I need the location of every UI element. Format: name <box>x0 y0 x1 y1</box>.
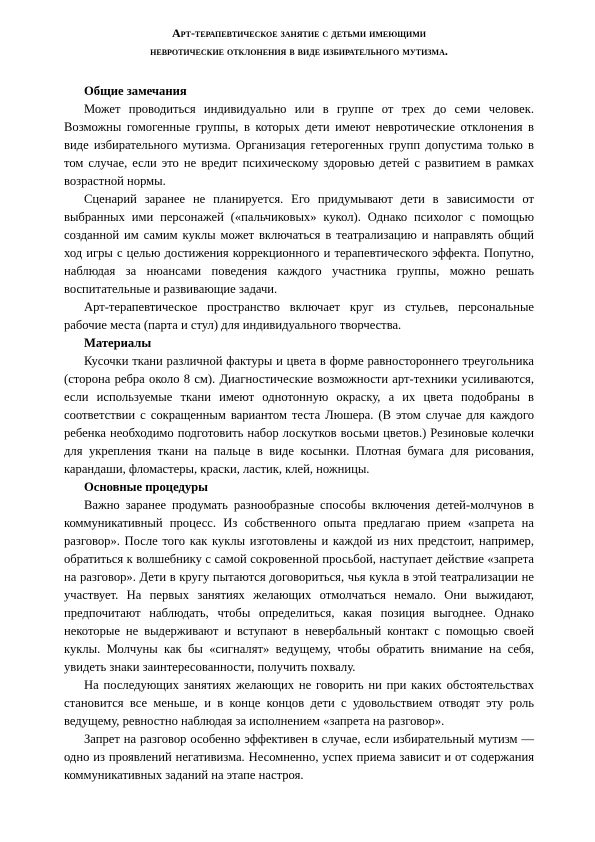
paragraph: Арт-терапевтическое пространство включает круг из стульев, персональные рабочие места (парта и стул) для индивидуального творчества. <box>64 300 534 332</box>
paragraph: Может проводиться индивидуально или в группе от трех до семи человек. Возможны гомогенные группы, в которых дети имеют невротические отклонения в виде избирательного мутизма. Организация гетерогенных групп допустима только в том случае, если это не вредит психическому здоровью детей с развитием в рамках возрастной нормы. <box>64 102 534 188</box>
paragraph: Сценарий заранее не планируется. Его придумывают дети в зависимости от выбранных ими персонажей («пальчиковых» кукол). Однако психолог с помощью созданной им самим куклы может включаться в театрализацию и направлять общий ход игры с целью достижения коррекционного и терапевтического эффекта. Попутно, наблюдая за нюансами поведения каждого участника группы, можно решать воспитательные и развивающие задачи. <box>64 192 534 296</box>
section-materials <box>64 334 534 478</box>
section-general-remarks <box>64 82 534 334</box>
paragraph: На последующих занятиях желающих не говорить ни при каких обстоятельствах становится все меньше, и в конце концов дети с удовольствием отводят эту роль ведущему, ревностно наблюдая за исполнением «запрета на разговор». <box>64 678 534 728</box>
paragraph: Кусочки ткани различной фактуры и цвета в форме равностороннего треугольника (сторона ребра около 8 см). Диагностические возможности арт-техники усиливаются, если используемые ткани имеют однотонную окраску, а их цвета подобраны в соответствии с сокращенным вариантом теста Люшера. (В этом случае для каждого ребенка необходимо подготовить набор лоскутков восьми цветов.) Резиновые колечки для укрепления ткани на пальце в виде косынки. Плотная бумага для рисования, карандаши, фломастеры, краски, ластик, клей, ножницы. <box>64 354 534 476</box>
title-line-1: Арт-терапевтическое занятие с детьми имеющими <box>171 26 427 40</box>
paragraph: Важно заранее продумать разнообразные способы включения детей-молчунов в коммуникативный процесс. Из собственного опыта предлагаю прием «запрета на разговор». После того как куклы изготовлены и каждой из них предстоит, например, обратиться к волшебнику с самой сокровенной просьбой, наступает действие «запрета на разговор». Дети в кругу пытаются договориться, чья кукла в этой театрализации не участвует. На первых занятиях желающих отмолчаться немало. Они выжидают, предпочитают наблюдать, чтобы определиться, какая позиция выгоднее. Однако некоторые не выдерживают и вступают в невербальный контакт с помощью своей куклы. Молчуны как бы «сигналят» ведущему, чтобы обратить внимание на себя, увидеть знаки заинтересованности, получить похвалу. <box>64 498 534 674</box>
section-heading: Общие замечания <box>84 84 187 98</box>
document-body <box>64 24 534 784</box>
section-main-procedures <box>64 478 534 784</box>
title-line-2: невротические отклонения в виде избирательного мутизма. <box>150 44 448 58</box>
section-heading: Основные процедуры <box>84 480 208 494</box>
section-heading: Материалы <box>84 336 152 350</box>
paragraph: Запрет на разговор особенно эффективен в случае, если избирательный мутизм — одно из проявлений негативизма. Несомненно, успех приема зависит и от содержания коммуникативных заданий на этапе настроя. <box>64 732 534 782</box>
document-title <box>64 24 534 60</box>
